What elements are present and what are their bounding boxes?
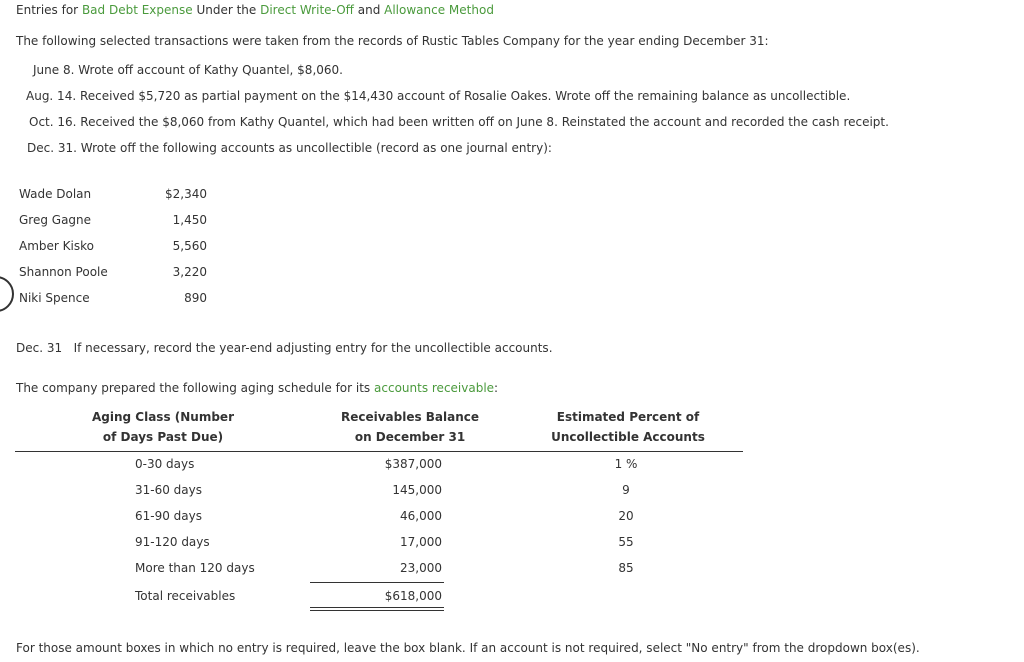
footer-instructions: For those amount boxes in which no entry is required, leave the box blank. If an account is not required, select "No entry" from the dropdown box(es). — [16, 641, 920, 655]
account-amount: 5,560 — [172, 239, 207, 253]
header-aging-class — [60, 407, 266, 447]
aging-class-cell: More than 120 days — [135, 561, 255, 575]
account-amount: 1,450 — [172, 213, 207, 227]
aging-balance-cell: 145,000 — [392, 483, 442, 497]
account-amount: 3,220 — [172, 265, 207, 279]
transaction-dec: Dec. 31. Wrote off the following accounts as uncollectible (record as one journal entry): — [27, 141, 552, 155]
title-prefix: Entries for — [16, 3, 82, 17]
header-balance-line1: Receivables Balance — [340, 410, 480, 424]
aging-percent-cell: 9 — [622, 483, 630, 497]
header-percent-line1: Estimated Percent of — [556, 410, 700, 424]
subtotal-rule — [310, 582, 444, 583]
aging-intro-suffix: : — [494, 381, 499, 395]
total-double-rule — [310, 607, 444, 611]
account-amount: $2,340 — [165, 187, 207, 201]
account-name: Niki Spence — [19, 291, 90, 305]
accounts-receivable-link[interactable]: accounts receivable — [374, 381, 495, 395]
aging-balance-cell: $387,000 — [384, 457, 442, 471]
aging-class-cell: 0-30 days — [135, 457, 195, 471]
transaction-june: June 8. Wrote off account of Kathy Quantel, $8,060. — [33, 63, 343, 77]
header-divider — [15, 451, 743, 452]
aging-balance-cell: 17,000 — [400, 535, 442, 549]
aging-percent-cell: 85 — [618, 561, 634, 575]
aging-class-cell: 61-90 days — [135, 509, 203, 523]
account-name: Wade Dolan — [19, 187, 92, 201]
aging-balance-cell: 46,000 — [400, 509, 442, 523]
title-middle: Under the — [192, 3, 261, 17]
aging-percent-cell: 1 % — [614, 457, 638, 471]
allowance-method-link[interactable]: Allowance Method — [384, 3, 494, 17]
aging-intro — [16, 380, 498, 396]
direct-write-off-link[interactable]: Direct Write-Off — [260, 3, 354, 17]
intro-text: The following selected transactions were taken from the records of Rustic Tables Company for the year ending December 31: — [16, 34, 769, 48]
title-and: and — [353, 3, 385, 17]
header-percent-line2: Uncollectible Accounts — [551, 430, 705, 444]
bad-debt-expense-link[interactable]: Bad Debt Expense — [81, 3, 193, 17]
transaction-aug: Aug. 14. Received $5,720 as partial payment on the $14,430 account of Rosalie Oakes. Wrote off the remaining balance as uncollectible. — [26, 89, 851, 103]
transaction-oct: Oct. 16. Received the $8,060 from Kathy Quantel, which had been written off on June 8. Reinstated the account and recorded the cash receipt. — [29, 115, 889, 129]
account-amount: 890 — [184, 291, 207, 305]
header-receivables-balance — [310, 407, 510, 447]
header-balance-line2: on December 31 — [354, 430, 466, 444]
aging-class-cell: 31-60 days — [135, 483, 203, 497]
account-name: Amber Kisko — [19, 239, 94, 253]
margin-circle-mark — [0, 276, 14, 312]
total-label: Total receivables — [135, 589, 236, 603]
header-aging-class-line2: of Days Past Due) — [102, 430, 224, 444]
total-balance: $618,000 — [384, 589, 442, 603]
aging-percent-cell: 55 — [618, 535, 634, 549]
account-name: Shannon Poole — [19, 265, 108, 279]
dec31-adjusting-text: Dec. 31 If necessary, record the year-end adjusting entry for the uncollectible accounts. — [16, 341, 553, 355]
header-aging-class-line1: Aging Class (Number — [91, 410, 234, 424]
aging-intro-prefix: The company prepared the following aging schedule for its — [16, 381, 375, 395]
aging-percent-cell: 20 — [618, 509, 634, 523]
header-estimated-percent — [540, 407, 716, 447]
page-title — [16, 2, 494, 18]
aging-balance-cell: 23,000 — [400, 561, 442, 575]
aging-class-cell: 91-120 days — [135, 535, 210, 549]
account-name: Greg Gagne — [19, 213, 92, 227]
